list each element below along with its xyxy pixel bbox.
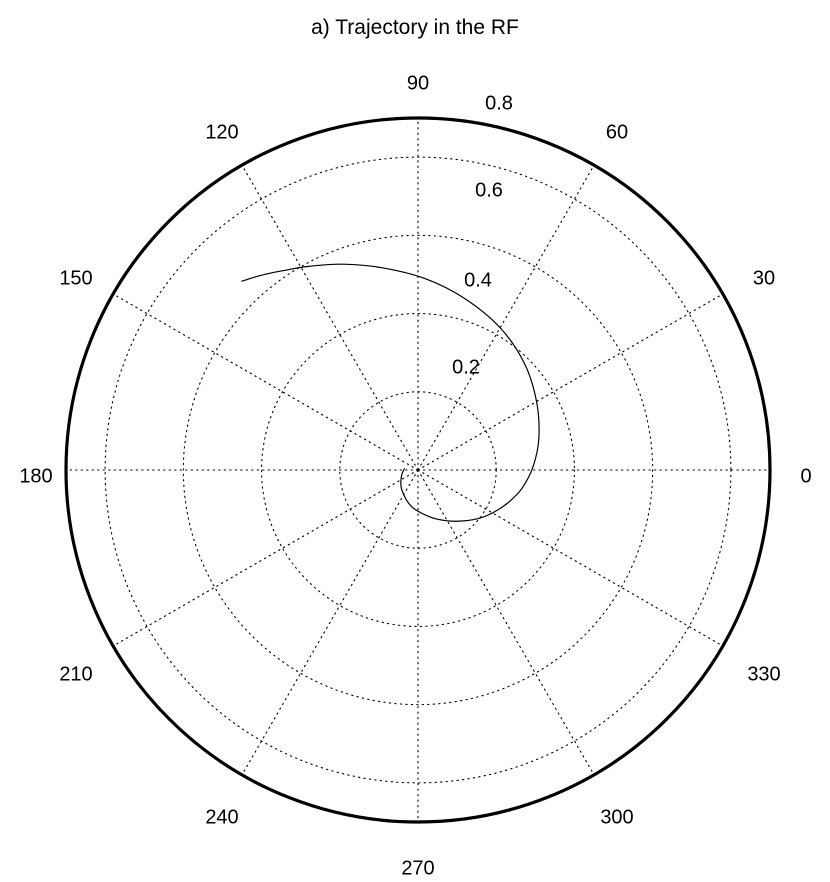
angle-tick-label-0: 0 xyxy=(800,465,812,488)
axis-labels xyxy=(19,72,811,879)
chart-title: a) Trajectory in the RF xyxy=(311,16,519,39)
angle-tick-label-330: 330 xyxy=(747,663,781,686)
grid-spoke-120 xyxy=(242,165,418,470)
angle-tick-label-120: 120 xyxy=(205,121,239,144)
polar-grid xyxy=(66,118,770,822)
angle-tick-label-150: 150 xyxy=(59,267,93,290)
grid-spoke-150 xyxy=(113,294,418,470)
angle-tick-label-180: 180 xyxy=(19,465,53,488)
angle-tick-label-240: 240 xyxy=(205,806,239,829)
radial-tick-label-0.8: 0.8 xyxy=(485,92,513,115)
grid-spoke-240 xyxy=(242,470,418,775)
trajectory-series xyxy=(242,264,539,521)
grid-spoke-30 xyxy=(418,294,723,470)
angle-tick-label-210: 210 xyxy=(59,663,93,686)
radial-tick-label-0.6: 0.6 xyxy=(475,179,503,202)
radial-tick-label-0.4: 0.4 xyxy=(464,269,492,292)
angle-tick-label-30: 30 xyxy=(752,267,776,290)
radial-tick-label-0.2: 0.2 xyxy=(452,356,480,379)
angle-tick-label-60: 60 xyxy=(605,121,629,144)
series-path-trajectory xyxy=(242,264,539,521)
angle-tick-label-270: 270 xyxy=(401,857,435,880)
angle-tick-label-90: 90 xyxy=(406,72,430,95)
angle-tick-label-300: 300 xyxy=(600,806,634,829)
grid-spoke-300 xyxy=(418,470,594,775)
